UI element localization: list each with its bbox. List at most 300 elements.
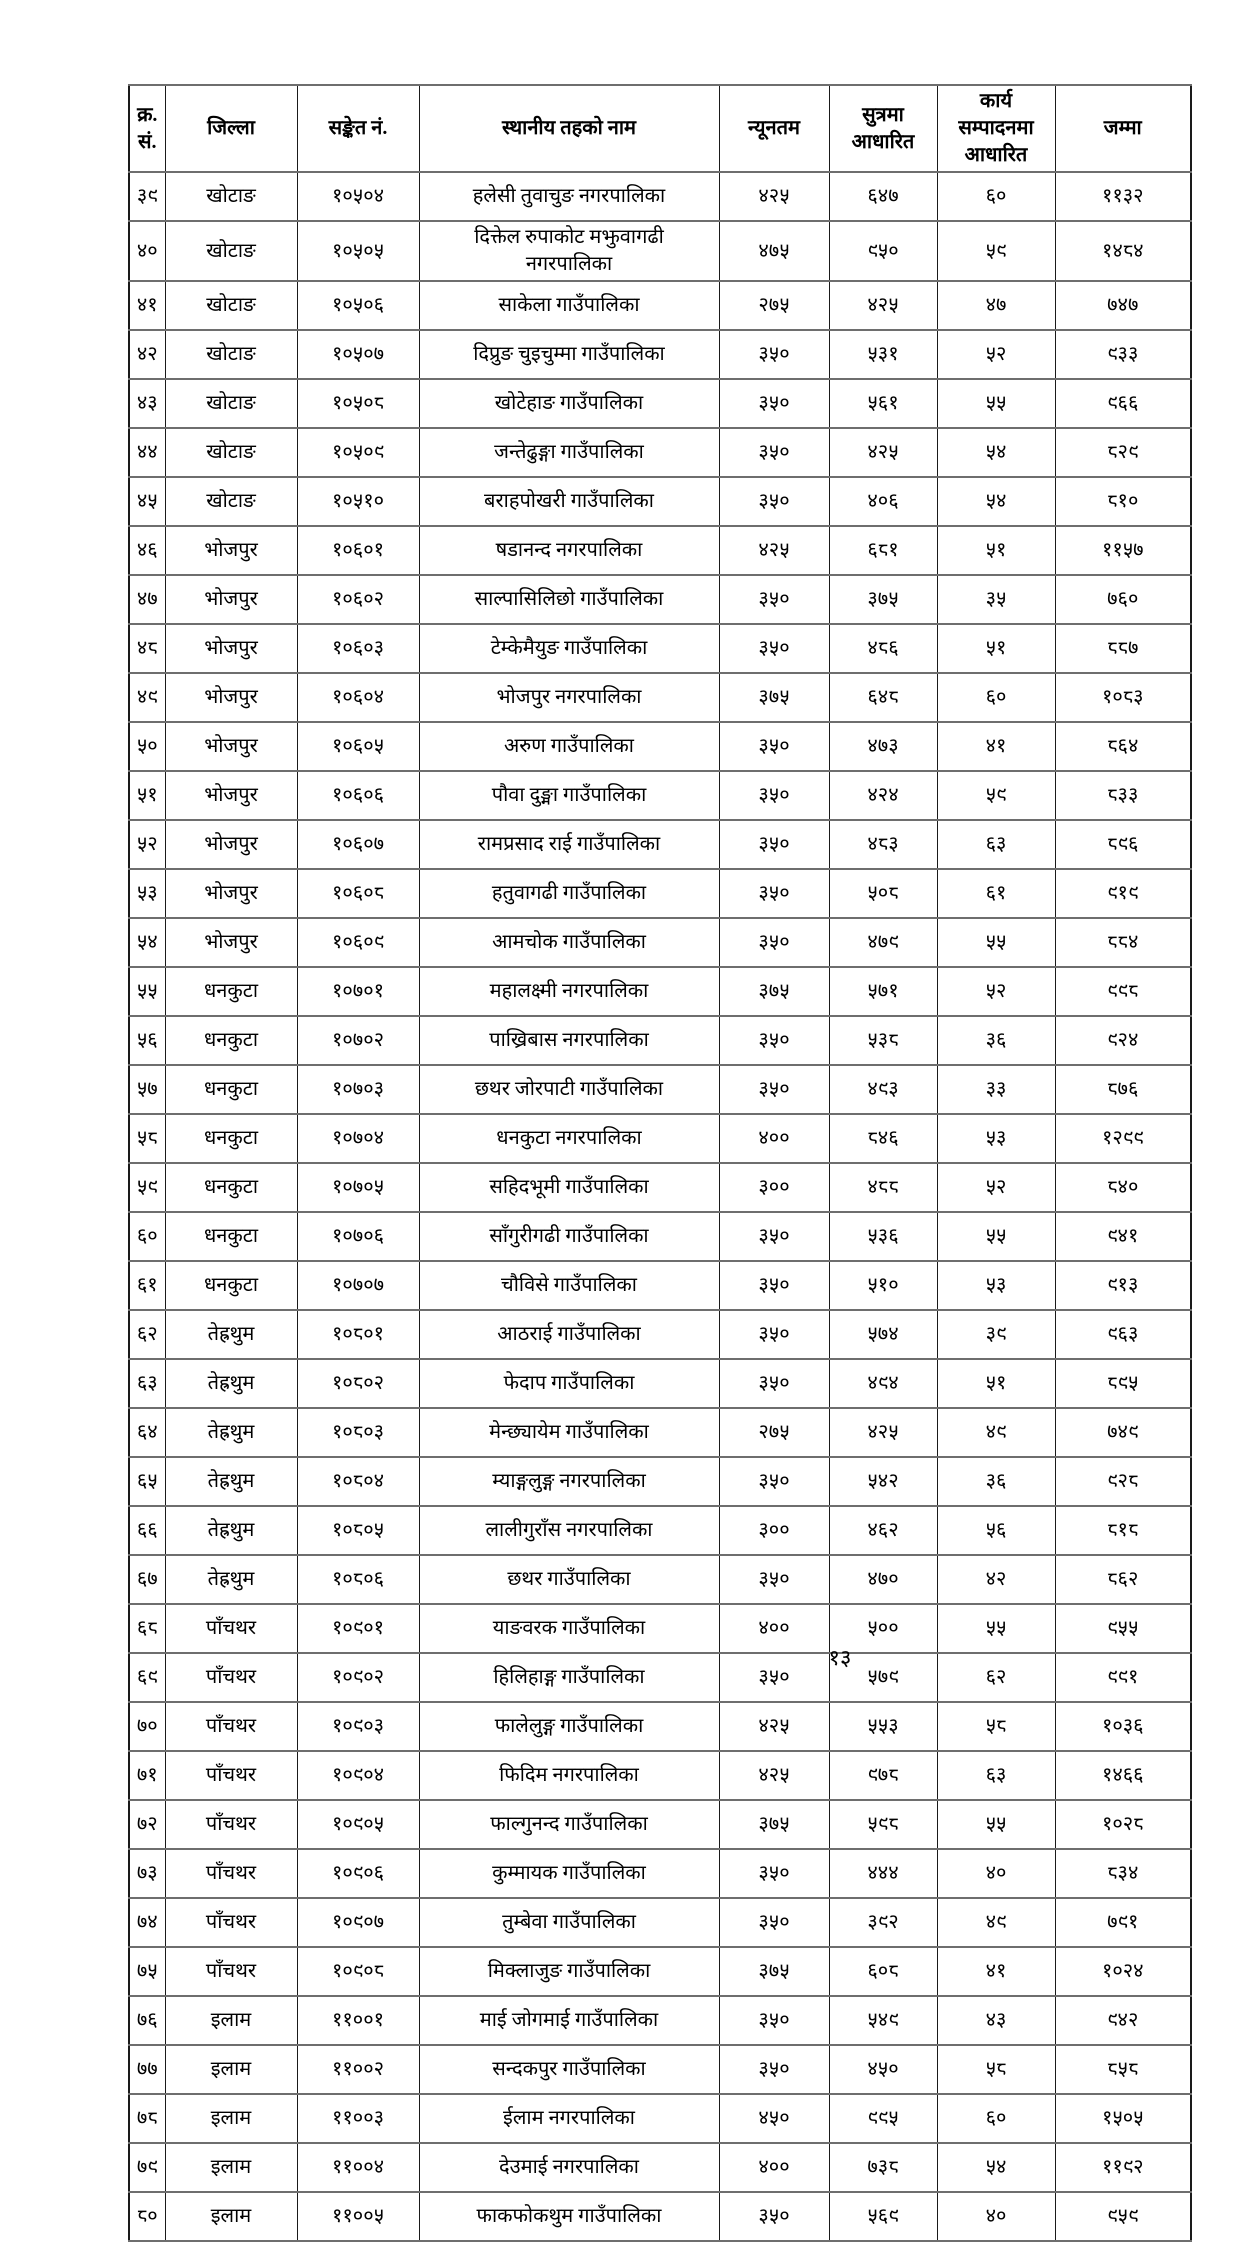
district-cell: पाँचथर	[165, 1849, 297, 1898]
minimum-cell: ४२५	[719, 1751, 829, 1800]
code-cell: १०९०१	[297, 1604, 419, 1653]
total-cell: ९९१	[1055, 1653, 1191, 1702]
name-cell: मिक्लाजुङ गाउँपालिका	[419, 1947, 719, 1996]
performance-based-cell: ४१	[937, 1947, 1055, 1996]
name-cell: साँगुरीगढी गाउँपालिका	[419, 1212, 719, 1261]
table-row	[129, 330, 1191, 379]
serial-cell: ५३	[129, 869, 165, 918]
serial-cell: ६०	[129, 1212, 165, 1261]
district-cell: धनकुटा	[165, 1065, 297, 1114]
formula-based-cell: ३७५	[829, 575, 937, 624]
name-cell: माई जोगमाई गाउँपालिका	[419, 1996, 719, 2045]
minimum-cell: ३५०	[719, 1898, 829, 1947]
total-cell: ७६०	[1055, 575, 1191, 624]
total-cell: ११५७	[1055, 526, 1191, 575]
total-cell: ८४०	[1055, 1163, 1191, 1212]
district-cell: पाँचथर	[165, 1800, 297, 1849]
performance-based-cell: ४७	[937, 281, 1055, 330]
table-row	[129, 379, 1191, 428]
name-cell: हिलिहाङ्ग गाउँपालिका	[419, 1653, 719, 1702]
code-cell: १०५०५	[297, 221, 419, 281]
header-total: जम्मा	[1055, 85, 1191, 172]
total-cell: ९५९	[1055, 2192, 1191, 2241]
minimum-cell: ४२५	[719, 526, 829, 575]
district-cell: इलाम	[165, 1996, 297, 2045]
district-cell: तेह्रथुम	[165, 1408, 297, 1457]
minimum-cell: ३००	[719, 1163, 829, 1212]
total-cell: १२९९	[1055, 1114, 1191, 1163]
district-cell: धनकुटा	[165, 1163, 297, 1212]
formula-based-cell: ५३६	[829, 1212, 937, 1261]
minimum-cell: ३५०	[719, 1310, 829, 1359]
serial-cell: ६८	[129, 1604, 165, 1653]
formula-based-cell: ४९४	[829, 1359, 937, 1408]
total-cell: ८९६	[1055, 820, 1191, 869]
total-cell: ८८७	[1055, 624, 1191, 673]
formula-based-cell: ४०६	[829, 477, 937, 526]
total-cell: ८९५	[1055, 1359, 1191, 1408]
serial-cell: ७६	[129, 1996, 165, 2045]
name-cell: दिक्तेल रुपाकोट मझुवागढी नगरपालिका	[419, 221, 719, 281]
table-row	[129, 1114, 1191, 1163]
code-cell: १०६०४	[297, 673, 419, 722]
total-cell: ८१८	[1055, 1506, 1191, 1555]
table-row	[129, 624, 1191, 673]
total-cell: ८५८	[1055, 2045, 1191, 2094]
formula-based-cell: ६८१	[829, 526, 937, 575]
code-cell: १०५०७	[297, 330, 419, 379]
performance-based-cell: ३६	[937, 1457, 1055, 1506]
district-cell: पाँचथर	[165, 1702, 297, 1751]
minimum-cell: ४२५	[719, 172, 829, 221]
code-cell: १०७०५	[297, 1163, 419, 1212]
name-cell: फाकफोकथुम गाउँपालिका	[419, 2192, 719, 2241]
formula-based-cell: ५५३	[829, 1702, 937, 1751]
formula-based-cell: ४८८	[829, 1163, 937, 1212]
performance-based-cell: ५५	[937, 379, 1055, 428]
serial-cell: ५८	[129, 1114, 165, 1163]
table-row	[129, 1457, 1191, 1506]
performance-based-cell: ५१	[937, 624, 1055, 673]
formula-based-cell: ४८६	[829, 624, 937, 673]
district-cell: तेह्रथुम	[165, 1310, 297, 1359]
total-cell: ७४७	[1055, 281, 1191, 330]
code-cell: १०५०४	[297, 172, 419, 221]
table-row	[129, 967, 1191, 1016]
formula-based-cell: ९५०	[829, 221, 937, 281]
minimum-cell: ३५०	[719, 1996, 829, 2045]
code-cell: १०७०३	[297, 1065, 419, 1114]
total-cell: १०२४	[1055, 1947, 1191, 1996]
table-row	[129, 1359, 1191, 1408]
code-cell: ११००५	[297, 2192, 419, 2241]
total-cell: १०८३	[1055, 673, 1191, 722]
name-cell: चौविसे गाउँपालिका	[419, 1261, 719, 1310]
name-cell: षडानन्द नगरपालिका	[419, 526, 719, 575]
performance-based-cell: ३३	[937, 1065, 1055, 1114]
serial-cell: ६९	[129, 1653, 165, 1702]
minimum-cell: ३५०	[719, 1849, 829, 1898]
formula-based-cell: ९९५	[829, 2094, 937, 2143]
district-cell: भोजपुर	[165, 575, 297, 624]
code-cell: १०८०३	[297, 1408, 419, 1457]
formula-based-cell: ४७३	[829, 722, 937, 771]
code-cell: १०६०७	[297, 820, 419, 869]
minimum-cell: ३५०	[719, 624, 829, 673]
table-row	[129, 722, 1191, 771]
total-cell: ९१९	[1055, 869, 1191, 918]
serial-cell: ५४	[129, 918, 165, 967]
minimum-cell: ३७५	[719, 967, 829, 1016]
table-row	[129, 820, 1191, 869]
performance-based-cell: ६३	[937, 820, 1055, 869]
name-cell: पाख्रिबास नगरपालिका	[419, 1016, 719, 1065]
code-cell: १०९०२	[297, 1653, 419, 1702]
performance-based-cell: ३६	[937, 1016, 1055, 1065]
name-cell: अरुण गाउँपालिका	[419, 722, 719, 771]
formula-based-cell: ४२५	[829, 281, 937, 330]
serial-cell: ७३	[129, 1849, 165, 1898]
performance-based-cell: ५५	[937, 1800, 1055, 1849]
name-cell: हतुवागढी गाउँपालिका	[419, 869, 719, 918]
table-row	[129, 221, 1191, 281]
formula-based-cell: ४७०	[829, 1555, 937, 1604]
table-row	[129, 1506, 1191, 1555]
minimum-cell: ३५०	[719, 575, 829, 624]
minimum-cell: ४७५	[719, 221, 829, 281]
serial-cell: ७५	[129, 1947, 165, 1996]
table-row	[129, 918, 1191, 967]
minimum-cell: ३५०	[719, 1065, 829, 1114]
formula-based-cell: ५४९	[829, 1996, 937, 2045]
total-cell: ९६३	[1055, 1310, 1191, 1359]
table-row	[129, 1947, 1191, 1996]
district-cell: तेह्रथुम	[165, 1457, 297, 1506]
minimum-cell: ३५०	[719, 428, 829, 477]
minimum-cell: ३५०	[719, 1555, 829, 1604]
performance-based-cell: ५१	[937, 526, 1055, 575]
formula-based-cell: ४७९	[829, 918, 937, 967]
total-cell: ८१०	[1055, 477, 1191, 526]
name-cell: म्याङ्गलुङ्ग नगरपालिका	[419, 1457, 719, 1506]
table-header	[129, 85, 1191, 172]
formula-based-cell: ५७१	[829, 967, 937, 1016]
total-cell: १०२८	[1055, 1800, 1191, 1849]
district-cell: पाँचथर	[165, 1898, 297, 1947]
total-cell: ७९१	[1055, 1898, 1191, 1947]
district-cell: खोटाङ	[165, 477, 297, 526]
code-cell: १०६०९	[297, 918, 419, 967]
performance-based-cell: ५५	[937, 1212, 1055, 1261]
district-cell: तेह्रथुम	[165, 1506, 297, 1555]
serial-cell: ३९	[129, 172, 165, 221]
table-row	[129, 1898, 1191, 1947]
code-cell: ११००३	[297, 2094, 419, 2143]
code-cell: १०६०८	[297, 869, 419, 918]
table-row	[129, 771, 1191, 820]
header-performance-based: कार्य सम्पादनमा आधारित	[937, 85, 1055, 172]
district-cell: खोटाङ	[165, 221, 297, 281]
formula-based-cell: ५३८	[829, 1016, 937, 1065]
table-row	[129, 428, 1191, 477]
code-cell: १०८०६	[297, 1555, 419, 1604]
district-cell: खोटाङ	[165, 330, 297, 379]
header-serial-number: क्र. सं.	[129, 85, 165, 172]
total-cell: ८७६	[1055, 1065, 1191, 1114]
name-cell: देउमाई नगरपालिका	[419, 2143, 719, 2192]
formula-based-cell: ६०८	[829, 1947, 937, 1996]
total-cell: ११९२	[1055, 2143, 1191, 2192]
table-row	[129, 1702, 1191, 1751]
minimum-cell: ४२५	[719, 1702, 829, 1751]
district-cell: भोजपुर	[165, 771, 297, 820]
formula-based-cell: ४४४	[829, 1849, 937, 1898]
district-cell: इलाम	[165, 2094, 297, 2143]
district-cell: पाँचथर	[165, 1947, 297, 1996]
total-cell: ८३३	[1055, 771, 1191, 820]
serial-cell: ४१	[129, 281, 165, 330]
formula-based-cell: ४२५	[829, 1408, 937, 1457]
code-cell: १०६०६	[297, 771, 419, 820]
total-cell: ९३३	[1055, 330, 1191, 379]
table-row	[129, 1751, 1191, 1800]
page-number: १३	[828, 1645, 852, 1670]
minimum-cell: ३५०	[719, 477, 829, 526]
minimum-cell: ४००	[719, 1114, 829, 1163]
code-cell: १०९०३	[297, 1702, 419, 1751]
minimum-cell: ४००	[719, 2143, 829, 2192]
district-cell: भोजपुर	[165, 526, 297, 575]
name-cell: रामप्रसाद राई गाउँपालिका	[419, 820, 719, 869]
performance-based-cell: ४९	[937, 1408, 1055, 1457]
minimum-cell: २७५	[719, 1408, 829, 1457]
serial-cell: ५२	[129, 820, 165, 869]
table-row	[129, 2094, 1191, 2143]
performance-based-cell: ५२	[937, 330, 1055, 379]
table-row	[129, 1212, 1191, 1261]
performance-based-cell: ६३	[937, 1751, 1055, 1800]
total-cell: ८६४	[1055, 722, 1191, 771]
name-cell: साकेला गाउँपालिका	[419, 281, 719, 330]
name-cell: आमचोक गाउँपालिका	[419, 918, 719, 967]
minimum-cell: ४५०	[719, 2094, 829, 2143]
code-cell: १०५०८	[297, 379, 419, 428]
code-cell: १०७०१	[297, 967, 419, 1016]
minimum-cell: ३५०	[719, 1653, 829, 1702]
performance-based-cell: ५९	[937, 221, 1055, 281]
minimum-cell: ३५०	[719, 1016, 829, 1065]
performance-based-cell: ६०	[937, 2094, 1055, 2143]
minimum-cell: ३५०	[719, 379, 829, 428]
total-cell: ८३४	[1055, 1849, 1191, 1898]
district-cell: इलाम	[165, 2192, 297, 2241]
district-cell: खोटाङ	[165, 379, 297, 428]
name-cell: सन्दकपुर गाउँपालिका	[419, 2045, 719, 2094]
district-cell: धनकुटा	[165, 1261, 297, 1310]
minimum-cell: ३५०	[719, 1212, 829, 1261]
district-cell: भोजपुर	[165, 624, 297, 673]
total-cell: १४६६	[1055, 1751, 1191, 1800]
code-cell: १०९०८	[297, 1947, 419, 1996]
performance-based-cell: ६२	[937, 1653, 1055, 1702]
name-cell: सहिदभूमी गाउँपालिका	[419, 1163, 719, 1212]
total-cell: ९२४	[1055, 1016, 1191, 1065]
code-cell: १०६०२	[297, 575, 419, 624]
performance-based-cell: ५२	[937, 1163, 1055, 1212]
total-cell: १०३६	[1055, 1702, 1191, 1751]
name-cell: तुम्बेवा गाउँपालिका	[419, 1898, 719, 1947]
performance-based-cell: ४१	[937, 722, 1055, 771]
name-cell: टेम्केमैयुङ गाउँपालिका	[419, 624, 719, 673]
table-row	[129, 1065, 1191, 1114]
serial-cell: ५१	[129, 771, 165, 820]
serial-cell: ५९	[129, 1163, 165, 1212]
serial-cell: ७७	[129, 2045, 165, 2094]
header-local-level-name: स्थानीय तहको नाम	[419, 85, 719, 172]
formula-based-cell: ५६१	[829, 379, 937, 428]
total-cell: ८२९	[1055, 428, 1191, 477]
formula-based-cell: ५६९	[829, 2192, 937, 2241]
minimum-cell: ३७५	[719, 673, 829, 722]
formula-based-cell: ५९८	[829, 1800, 937, 1849]
total-cell: ९२८	[1055, 1457, 1191, 1506]
table-row	[129, 172, 1191, 221]
table-row	[129, 1555, 1191, 1604]
formula-based-cell: ४९३	[829, 1065, 937, 1114]
table-row	[129, 1163, 1191, 1212]
total-cell: ११३२	[1055, 172, 1191, 221]
serial-cell: ६२	[129, 1310, 165, 1359]
code-cell: ११००२	[297, 2045, 419, 2094]
name-cell: धनकुटा नगरपालिका	[419, 1114, 719, 1163]
serial-cell: ५६	[129, 1016, 165, 1065]
code-cell: १०९०६	[297, 1849, 419, 1898]
serial-cell: ५७	[129, 1065, 165, 1114]
name-cell: कुम्मायक गाउँपालिका	[419, 1849, 719, 1898]
code-cell: १०७०६	[297, 1212, 419, 1261]
serial-cell: ४५	[129, 477, 165, 526]
serial-cell: ४४	[129, 428, 165, 477]
name-cell: फेदाप गाउँपालिका	[419, 1359, 719, 1408]
serial-cell: ७८	[129, 2094, 165, 2143]
serial-cell: ६३	[129, 1359, 165, 1408]
name-cell: आठराई गाउँपालिका	[419, 1310, 719, 1359]
district-cell: भोजपुर	[165, 918, 297, 967]
district-cell: धनकुटा	[165, 1114, 297, 1163]
total-cell: ८८४	[1055, 918, 1191, 967]
performance-based-cell: ५९	[937, 771, 1055, 820]
minimum-cell: ३५०	[719, 2045, 829, 2094]
minimum-cell: ३७५	[719, 1947, 829, 1996]
performance-based-cell: ५८	[937, 2045, 1055, 2094]
code-cell: १०८०१	[297, 1310, 419, 1359]
district-cell: पाँचथर	[165, 1751, 297, 1800]
formula-based-cell: ४५०	[829, 2045, 937, 2094]
formula-based-cell: ४२४	[829, 771, 937, 820]
code-cell: १०७०४	[297, 1114, 419, 1163]
district-cell: पाँचथर	[165, 1653, 297, 1702]
district-cell: धनकुटा	[165, 1212, 297, 1261]
serial-cell: ६७	[129, 1555, 165, 1604]
performance-based-cell: ६०	[937, 172, 1055, 221]
code-cell: १०८०२	[297, 1359, 419, 1408]
name-cell: मेन्छ्यायेम गाउँपालिका	[419, 1408, 719, 1457]
table-row	[129, 1996, 1191, 2045]
code-cell: १०९०५	[297, 1800, 419, 1849]
name-cell: भोजपुर नगरपालिका	[419, 673, 719, 722]
minimum-cell: ३५०	[719, 869, 829, 918]
name-cell: फाल्गुनन्द गाउँपालिका	[419, 1800, 719, 1849]
minimum-cell: २७५	[719, 281, 829, 330]
serial-cell: ५५	[129, 967, 165, 1016]
formula-based-cell: ५००	[829, 1604, 937, 1653]
district-cell: तेह्रथुम	[165, 1555, 297, 1604]
district-cell: खोटाङ	[165, 281, 297, 330]
serial-cell: ६१	[129, 1261, 165, 1310]
performance-based-cell: ५४	[937, 2143, 1055, 2192]
minimum-cell: ४००	[719, 1604, 829, 1653]
serial-cell: ४२	[129, 330, 165, 379]
performance-based-cell: ५४	[937, 428, 1055, 477]
total-cell: १४८४	[1055, 221, 1191, 281]
serial-cell: ४६	[129, 526, 165, 575]
formula-based-cell: ४६२	[829, 1506, 937, 1555]
table-row	[129, 1800, 1191, 1849]
formula-based-cell: ५७४	[829, 1310, 937, 1359]
district-cell: इलाम	[165, 2143, 297, 2192]
table-row	[129, 281, 1191, 330]
formula-based-cell: ६४७	[829, 172, 937, 221]
table-row	[129, 477, 1191, 526]
code-cell: १०६०३	[297, 624, 419, 673]
minimum-cell: ३७५	[719, 1800, 829, 1849]
performance-based-cell: ५३	[937, 1261, 1055, 1310]
code-cell: १०९०७	[297, 1898, 419, 1947]
total-cell: ८६२	[1055, 1555, 1191, 1604]
serial-cell: ४३	[129, 379, 165, 428]
minimum-cell: ३००	[719, 1506, 829, 1555]
name-cell: खोटेहाङ गाउँपालिका	[419, 379, 719, 428]
code-cell: ११००१	[297, 1996, 419, 2045]
grant-allocation-table	[128, 84, 1192, 2242]
performance-based-cell: ४९	[937, 1898, 1055, 1947]
serial-cell: ७४	[129, 1898, 165, 1947]
table-row	[129, 1849, 1191, 1898]
table-body	[129, 172, 1191, 2241]
district-cell: खोटाङ	[165, 428, 297, 477]
table-row	[129, 1604, 1191, 1653]
formula-based-cell: ७३८	[829, 2143, 937, 2192]
serial-cell: ७०	[129, 1702, 165, 1751]
table-row	[129, 1310, 1191, 1359]
serial-cell: ७२	[129, 1800, 165, 1849]
name-cell: याङवरक गाउँपालिका	[419, 1604, 719, 1653]
total-cell: ९४२	[1055, 1996, 1191, 2045]
performance-based-cell: ५१	[937, 1359, 1055, 1408]
table-row	[129, 526, 1191, 575]
formula-based-cell: ४२५	[829, 428, 937, 477]
performance-based-cell: ४०	[937, 1849, 1055, 1898]
minimum-cell: ३५०	[719, 330, 829, 379]
district-cell: धनकुटा	[165, 1016, 297, 1065]
code-cell: १०६०१	[297, 526, 419, 575]
name-cell: दिप्रुङ चुइचुम्मा गाउँपालिका	[419, 330, 719, 379]
code-cell: १०८०५	[297, 1506, 419, 1555]
district-cell: तेह्रथुम	[165, 1359, 297, 1408]
formula-based-cell: ५१०	[829, 1261, 937, 1310]
total-cell: ९१३	[1055, 1261, 1191, 1310]
minimum-cell: ३५०	[719, 2192, 829, 2241]
